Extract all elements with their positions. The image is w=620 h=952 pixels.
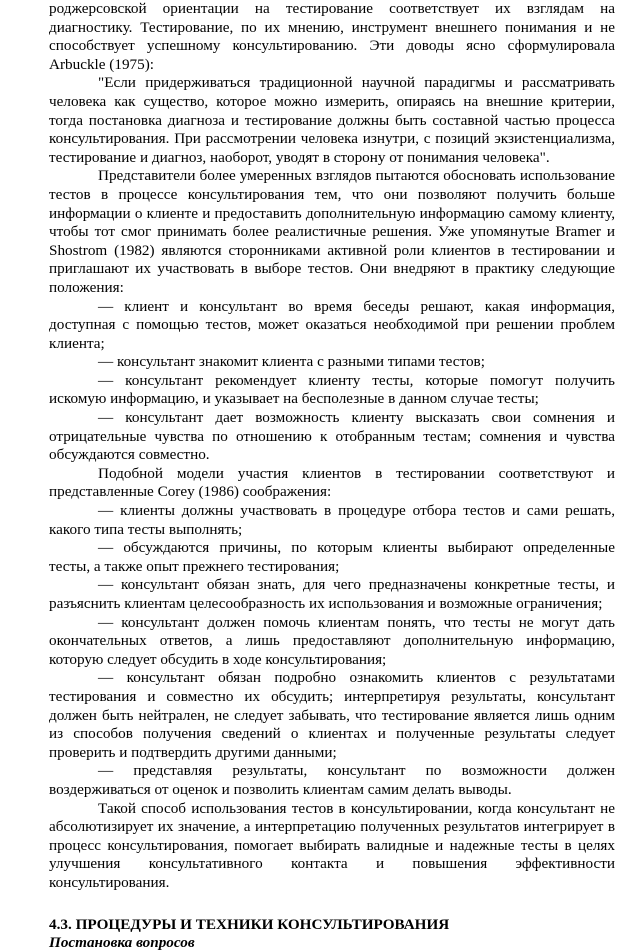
paragraph: роджерсовской ориентации на тестирование соответствует их взглядам на диагностику. Тестирование, по их мнению, инструмент внешнего понимания и не способствует успешному консультированию. Эти доводы ясно сформулировала Arbuckle (1975):	[49, 0, 615, 73]
list-item: — представляя результаты, консультант по возможности должен воздерживаться от оценок и позволить клиентам самим делать выводы.	[49, 762, 615, 798]
list-item: — консультант дает возможность клиенту высказать свои сомнения и отрицательные чувства по отношению к отобранным тестам; сомнения и чувства обсуждаются совместно.	[49, 409, 615, 464]
list-item: — консультант обязан знать, для чего предназначены конкретные тесты, и разъяснить клиентам целесообразность их использования и возможные ограничения;	[49, 576, 615, 612]
list-item: — консультант должен помочь клиентам понять, что тесты не могут дать окончательных ответов, а лишь предоставляют дополнительную информацию, которую следует обсудить в ходе консультирования;	[49, 613, 615, 668]
paragraph: Подобной модели участия клиентов в тестировании соответствуют и представленные Corey (1986) соображения:	[49, 464, 615, 501]
paragraph: Такой способ использования тестов в консультировании, когда консультант не абсолютизирует их значение, а интерпретацию полученных результатов интегрирует в процесс консультирования, помогает выбирать валидные и надежные тесты в целях улучшения консультативного контакта и повышения эффективности консультирования.	[49, 799, 615, 891]
list-item: — консультант обязан подробно ознакомить клиентов с результатами тестирования и совместно их обсудить; интерпретируя результаты, консультант должен быть нейтрален, не следует забывать, что тестирование является лишь одним из способов получения сведений о клиентах и полученные результаты следует проверить и подтвердить другими данными;	[49, 669, 615, 761]
paragraph: Представители более умеренных взглядов пытаются обосновать использование тестов в процессе консультирования тем, что они позволяют получить больше информации о клиенте и предоставить дополнительную информацию самому клиенту, чтобы тот смог принимать более реалистичные решения. Уже упомянутые Bramer и Shostrom (1982) являются сторонниками активной роли клиентов в тестировании и приглашают их участвовать в выборе тестов. Они внедряют в практику следующие положения:	[49, 167, 615, 296]
section-heading: 4.3. ПРОЦЕДУРЫ И ТЕХНИКИ КОНСУЛЬТИРОВАНИЯ	[49, 915, 450, 933]
quote-paragraph: "Если придерживаться традиционной научной парадигмы и рассматривать человека как существо, которое можно измерить, опираясь на внешние критерии, тогда постановка диагноза и тестирование должны быть составной частью процесса консультирования. При рассмотрении человека изнутри, с позиций экзистенциализма, тестирование и диагноз, наоборот, уводят в сторону от понимания человека".	[49, 74, 615, 166]
list-item: — консультант рекомендует клиенту тесты, которые помогут получить искомую информацию, и указывает на бесполезные в данном случае тесты;	[49, 371, 615, 408]
body-text	[49, 0, 615, 893]
list-item: — клиент и консультант во время беседы решают, какая информация, доступная с помощью тестов, может оказаться необходимой при решении проблем клиента;	[49, 297, 615, 352]
list-item: — клиенты должны участвовать в процедуре отбора тестов и сами решать, какого типа тесты выполнять;	[49, 502, 615, 538]
subsection-heading: Постановка вопросов	[49, 933, 195, 951]
list-item: — консультант знакомит клиента с разными типами тестов;	[98, 353, 485, 371]
list-item: — обсуждаются причины, по которым клиенты выбирают определенные тесты, а также опыт прежнего тестирования;	[49, 539, 615, 575]
